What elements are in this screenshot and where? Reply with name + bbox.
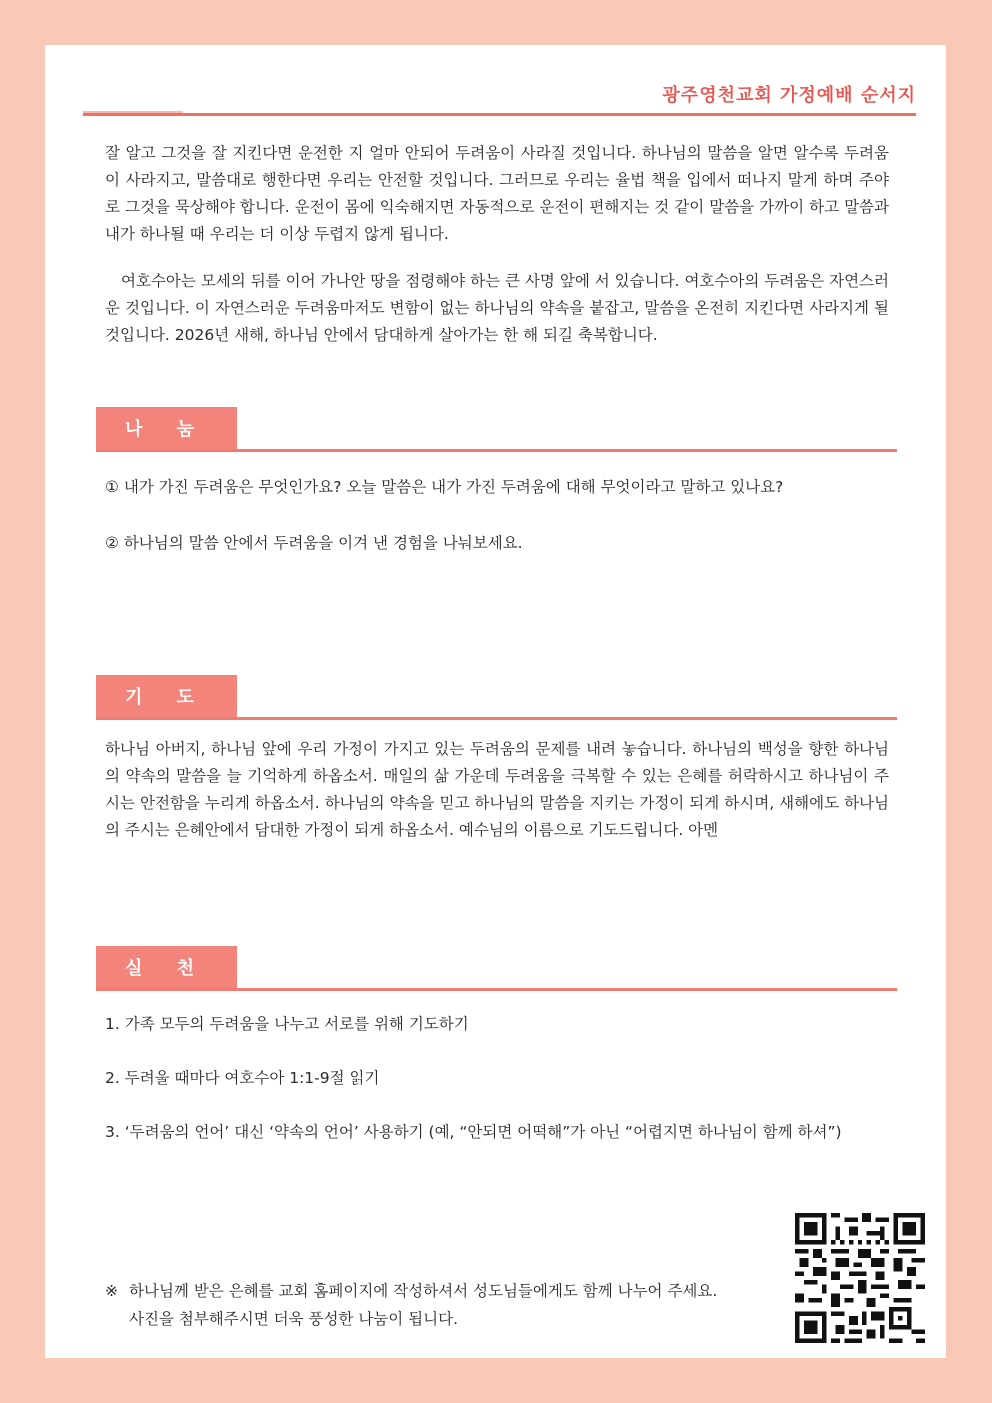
sheet-title: 광주영천교회 가정예배 순서지 bbox=[662, 85, 916, 106]
qr-code-icon bbox=[795, 1213, 925, 1343]
prayer-text: 하나님 아버지, 하나님 앞에 우리 가정이 가지고 있는 두려움의 문제를 내려 놓습니다. 하나님의 백성을 향한 하나님의 약속의 말씀을 늘 기억하게 하옵소서. 매일의 삶 가운데 두려움을 극복할 수 있는 은혜를 허락하시고 하나님이 주시는 안전함을 누리게 하옵소서. 하나님의 약속을 믿고 하나님의 말씀을 지키는 가정이 되게 하시며, 새해에도 하나님의 주시는 은혜안에서 담대한 가정이 되게 하옵소서. 예수님의 이름으로 기도드립니다. 아멘 bbox=[105, 740, 889, 839]
footer-note bbox=[105, 1277, 795, 1333]
sharing-heading: 나 눔 bbox=[96, 407, 237, 449]
worship-sheet bbox=[45, 45, 946, 1358]
prayer-heading: 기 도 bbox=[96, 675, 237, 717]
header-divider bbox=[83, 113, 916, 116]
intro-paragraph-1: 잘 알고 그것을 잘 지킨다면 운전한 지 얼마 안되어 두려움이 사라질 것입니다. 하나님의 말씀을 알면 알수록 두려움이 사라지고, 말씀대로 행한다면 우리는 안전할 것입니다. 그러므로 우리는 율법 책을 입에서 떠나지 말게 하며 주야로 그것을 묵상해야 합니다. 운전이 몸에 익숙해지면 자동적으로 운전이 편해지는 것 같이 말씀을 가까이 하고 말씀과 내가 하나될 때 우리는 더 이상 두렵지 않게 됩니다. bbox=[105, 144, 889, 243]
prayer-section-header bbox=[96, 675, 897, 720]
sharing-question-1: ① 내가 가진 두려움은 무엇인가요? 오늘 말씀은 내가 가진 두려움에 대해 무엇이라고 말하고 있나요? bbox=[105, 478, 784, 496]
practice-section-header bbox=[96, 946, 897, 991]
practice-item-3: 3. ‘두려움의 언어’ 대신 ‘약속의 언어’ 사용하기 (예, “안되면 어떡해”가 아닌 “어렵지면 하나님이 함께 하셔”) bbox=[105, 1123, 842, 1141]
sharing-section-header bbox=[96, 407, 897, 452]
intro-paragraph-2: 여호수아는 모세의 뒤를 이어 가나안 땅을 점령해야 하는 큰 사명 앞에 서 있습니다. 여호수아의 두려움은 자연스러운 것입니다. 이 자연스러운 두려움마저도 변함이 없는 하나님의 약속을 붙잡고, 말씀을 온전히 지킨다면 사라지게 될 것입니다. 2026년 새해, 하나님 안에서 담대하게 살아가는 한 해 되길 축복합니다. bbox=[105, 272, 889, 344]
practice-item-1: 1. 가족 모두의 두려움을 나누고 서로를 위해 기도하기 bbox=[105, 1015, 469, 1033]
note-line-2: 사진을 첨부해주시면 더욱 풍성한 나눔이 됩니다. bbox=[129, 1310, 459, 1328]
note-mark: ※ bbox=[105, 1282, 118, 1300]
practice-item-2: 2. 두려울 때마다 여호수아 1:1-9절 읽기 bbox=[105, 1069, 380, 1087]
practice-heading: 실 천 bbox=[96, 946, 237, 988]
note-line-1: 하나님께 받은 은혜를 교회 홈페이지에 작성하셔서 성도님들에게도 함께 나누어 주세요. bbox=[129, 1282, 718, 1300]
sharing-question-2: ② 하나님의 말씀 안에서 두려움을 이겨 낸 경험을 나눠보세요. bbox=[105, 534, 523, 552]
